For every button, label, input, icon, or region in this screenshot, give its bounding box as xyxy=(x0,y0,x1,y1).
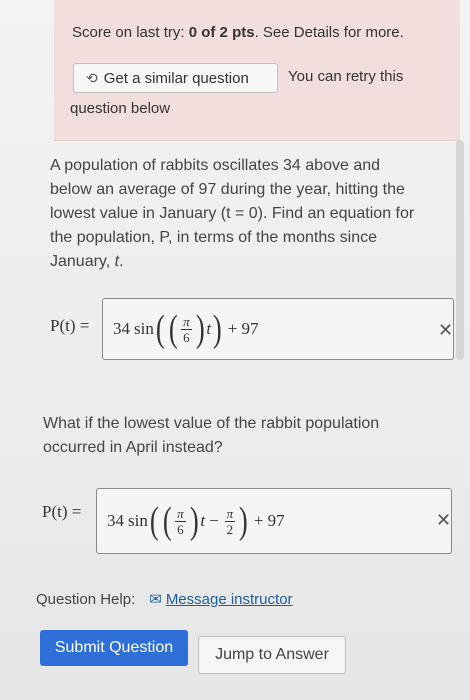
ans1-fn: sin xyxy=(134,319,154,338)
score-line xyxy=(72,24,404,41)
q1-line: below an average of 97 during the year, hitting the xyxy=(50,181,405,198)
question-1-text xyxy=(50,154,450,274)
retry-text-cont: question below xyxy=(70,100,171,117)
answer-1-label: P(t) = xyxy=(50,316,90,335)
x-mark-icon: ✕ xyxy=(436,510,452,530)
x-mark-icon: ✕ xyxy=(438,320,454,340)
answer-2-field[interactable]: 34 sin ( ( $\frac{\pi}{6}$ ) t − $\frac{\pi}{2}$ ) + 97 xyxy=(96,488,452,554)
question-help xyxy=(36,590,293,608)
similar-question-button[interactable] xyxy=(73,63,278,93)
submit-question-button[interactable]: Submit Question xyxy=(40,630,188,666)
refresh-icon: ⟲ xyxy=(86,69,98,86)
ans2-var: t xyxy=(200,511,206,530)
ans2-minus: − xyxy=(209,511,219,530)
ans2-fraction-1: $\frac{\pi}{6}$ xyxy=(177,505,184,537)
ans2-tail: + 97 xyxy=(253,511,285,530)
q1-line: January, t. xyxy=(50,253,124,270)
answer-1-field[interactable]: 34 sin ( ( $\frac{\pi}{6}$ ) t ) + 97 xyxy=(102,298,454,360)
ans1-fraction: $\frac{\pi}{6}$ xyxy=(183,313,190,345)
question-2-text xyxy=(43,412,443,460)
ans2-coef: 34 xyxy=(107,511,124,530)
mail-icon: ✉ xyxy=(149,591,162,608)
ans1-var: t xyxy=(206,319,212,338)
q1-line: lowest value in January (t = 0). Find an equation for xyxy=(50,205,415,222)
ans2-fraction-2: $\frac{\pi}{2}$ xyxy=(226,505,234,537)
jump-to-answer-button[interactable]: Jump to Answer xyxy=(198,636,346,674)
ans1-coef: 34 xyxy=(113,319,130,338)
score-suffix: . See Details for more. xyxy=(254,24,404,41)
ans2-fn: sin xyxy=(128,511,148,530)
ans1-tail: + 97 xyxy=(227,319,259,338)
scrollbar[interactable] xyxy=(456,140,464,360)
q2-line: What if the lowest value of the rabbit population xyxy=(43,415,380,432)
q1-line: the population, P, in terms of the months since xyxy=(50,229,378,246)
score-value: 0 of 2 pts xyxy=(188,24,255,41)
q1-line: A population of rabbits oscillates 34 above and xyxy=(50,157,381,174)
retry-text: You can retry this xyxy=(288,68,404,85)
similar-question-label: Get a similar question xyxy=(103,69,249,87)
message-instructor-link[interactable]: Message instructor xyxy=(165,590,293,608)
q2-line: occurred in April instead? xyxy=(43,439,223,456)
answer-2-label: P(t) = xyxy=(42,502,82,521)
score-prefix: Score on last try: xyxy=(72,24,189,41)
help-label: Question Help: xyxy=(36,590,136,608)
